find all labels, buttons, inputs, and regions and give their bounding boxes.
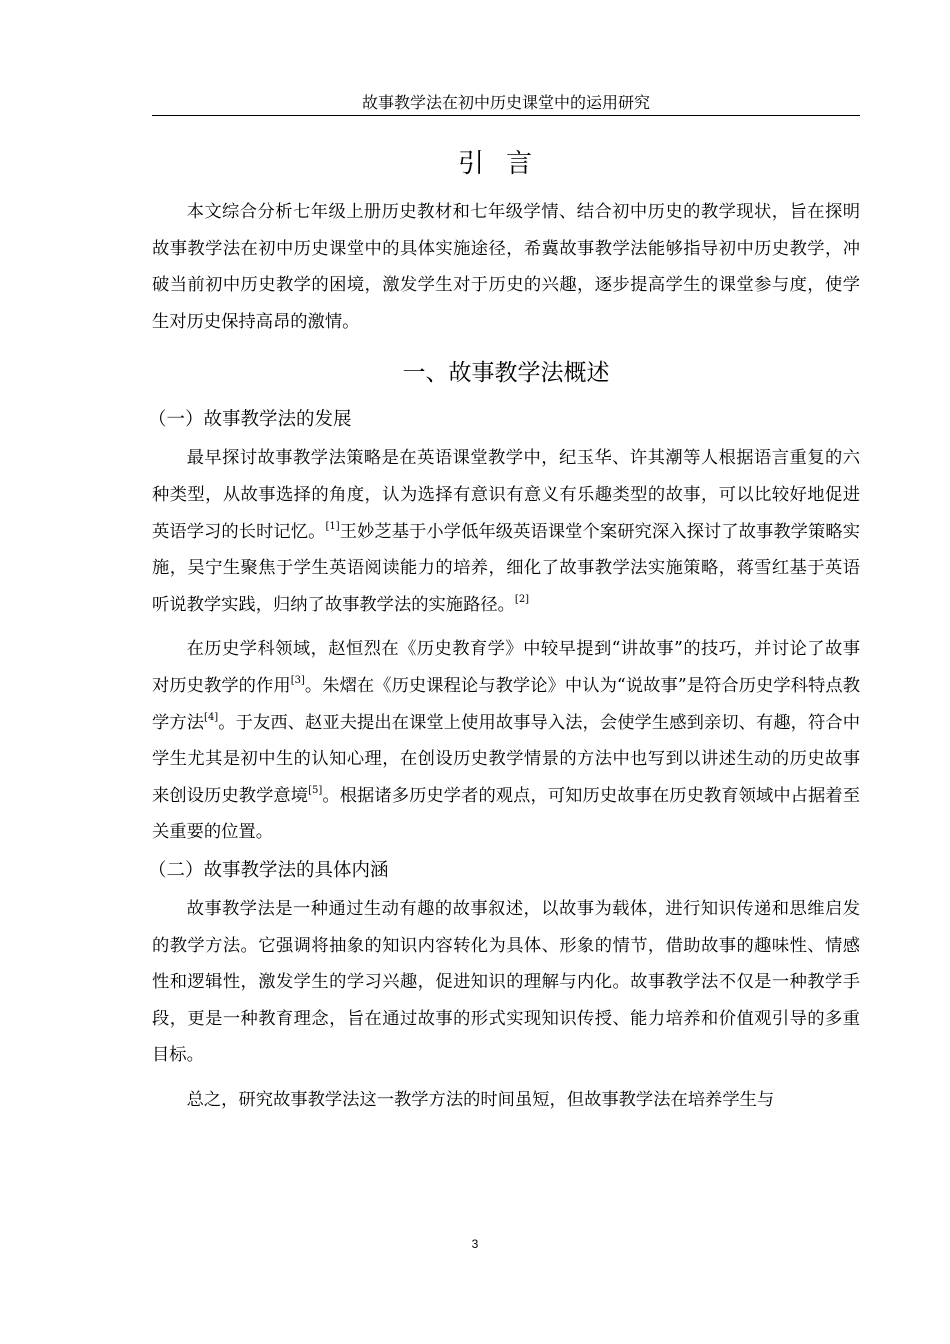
subsection-title-development: （一）故事教学法的发展 [148,409,352,431]
page-content [148,138,860,1118]
citation-1: [1] [325,520,340,532]
connotation-paragraph-1: 故事教学法是一种通过生动有趣的故事叙述，以故事为载体，进行知识传递和思维启发的教学方法。它强调将抽象的知识内容转化为具体、形象的情节，借助故事的趣味性、情感性和逻辑性，激发学生的学习兴趣，促进知识的理解与内化。故事教学法不仅是一种教学手段，更是一种教育理念，旨在通过故事的形式实现知识传授、能力培养和价值观引导的多重目标。 [152,898,860,1066]
section-title: 一、故事教学法概述 [402,360,610,387]
paragraph-text: 在历史学科领域，赵恒烈在《历史教育学》中较早提到“讲故事”的技巧，并讨论了故事对历史教学的作用 [152,639,860,696]
paragraph-text: 最早探讨故事教学法策略是在英语课堂教学中，纪玉华、许其潮等人根据语言重复的六种类型，从故事选择的角度，认为选择有意识有意义有乐趣类型的故事，可以比较好地促进英语学习的长时记忆。 [152,448,860,542]
citation-2: [2] [514,593,530,605]
intro-title: 引言 [457,149,554,179]
header-rule [152,115,860,116]
development-paragraph-2 [152,631,860,851]
paragraph-text: 。根据诸多历史学者的观点，可知历史故事在历史教育领域中占据着至关重要的位置。 [152,785,860,843]
citation-4: [4] [204,711,219,723]
citation-3: [3] [290,674,305,686]
subsection-title-connotation: （二）故事教学法的具体内涵 [148,859,389,881]
development-paragraph-1 [152,440,860,623]
paragraph-text: 王妙芝基于小学低年级英语课堂个案研究深入探讨了故事教学策略实施，吴宁生聚焦于学生英语阅读能力的培养，细化了故事教学法实施策略，蒋雪红基于英语听说教学实践，归纳了故事教学法的实施路径。 [152,521,860,615]
paragraph-text: 。于友西、赵亚夫提出在课堂上使用故事导入法，会使学生感到亲切、有趣，符合中学生尤其是初中生的认知心理，在创设历史教学情景的方法中也写到以讲述生动的历史故事来创设历史教学意境 [152,712,860,806]
citation-5: [5] [308,784,323,796]
intro-paragraph: 本文综合分析七年级上册历史教材和七年级学情、结合初中历史的教学现状，旨在探明故事教学法在初中历史课堂中的具体实施途径，希冀故事教学法能够指导初中历史教学，冲破当前初中历史教学的困境，激发学生对于历史的兴趣，逐步提高学生的课堂参与度，使学生对历史保持高昂的激情。 [152,202,860,332]
page-number: 3 [471,1237,479,1251]
running-header: 故事教学法在初中历史课堂中的运用研究 [361,93,650,112]
connotation-paragraph-2: 总之，研究故事教学法这一教学方法的时间虽短，但故事教学法在培养学生与 [186,1089,775,1110]
paragraph-text: 。朱熠在《历史课程论与教学论》中认为“说故事”是符合历史学科特点教学方法 [152,675,860,733]
